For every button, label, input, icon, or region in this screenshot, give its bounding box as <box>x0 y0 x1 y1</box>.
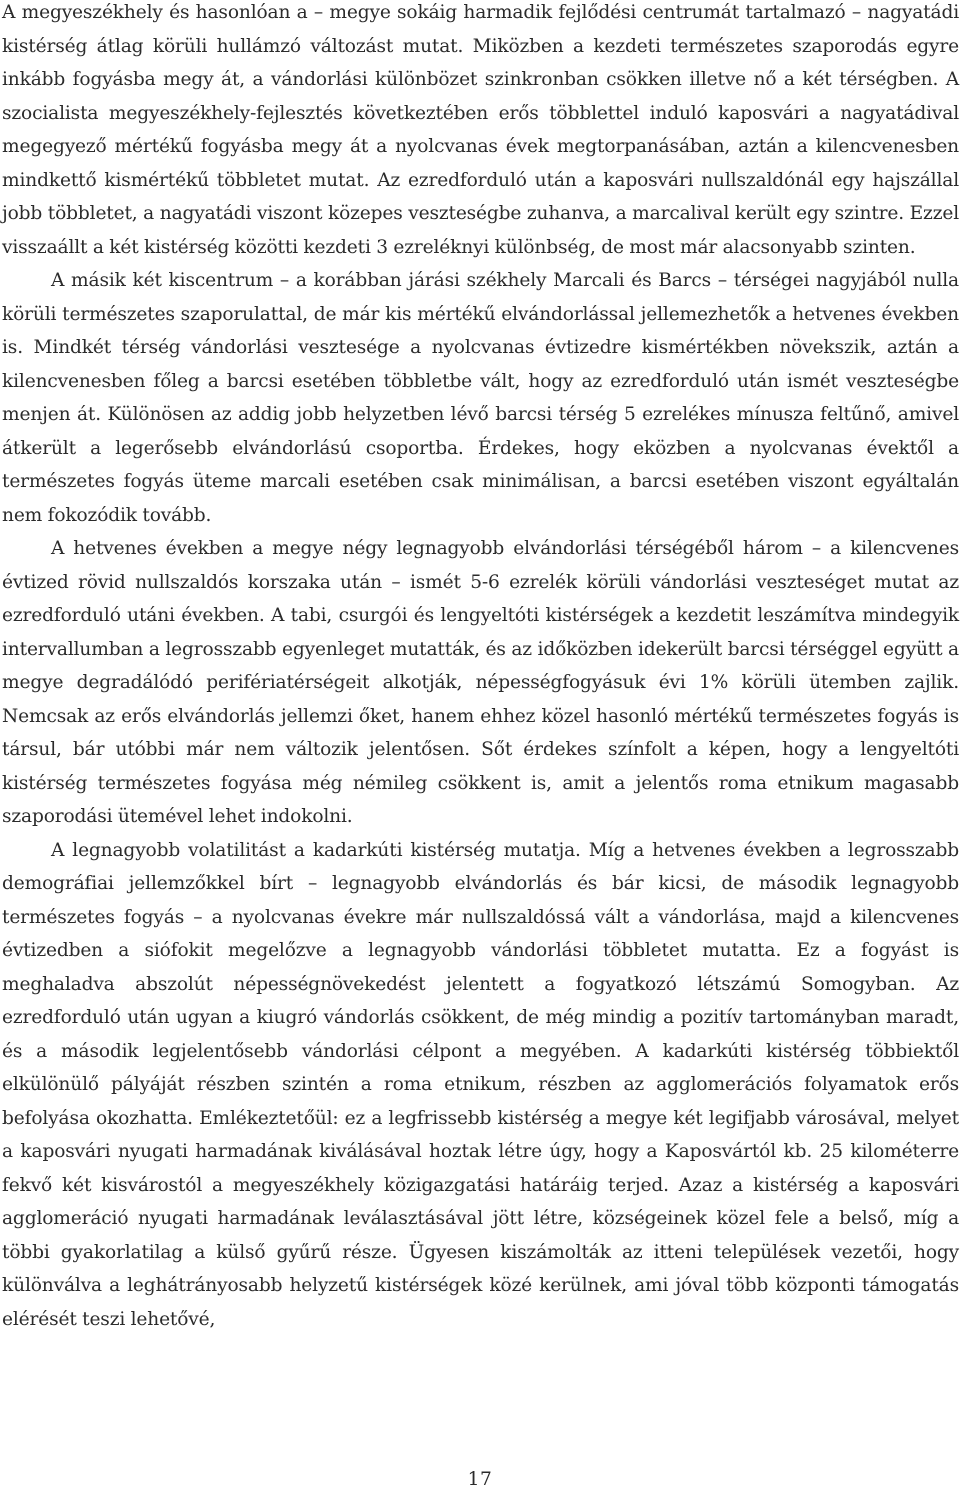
paragraph-4: A legnagyobb volatilitást a kadarkúti kistérség mutatja. Míg a hetvenes években a legrosszabb demográfiai jellemzőkkel bírt – legnagyobb elvándorlás és bár kicsi, de második legnagyobb természetes fogyás – a nyolcvanas évekre már nullszaldóssá vált a vándorlása, majd a kilencvenes évtizedben a siófokit megelőzve a legnagyobb vándorlási többletet mutatta. Ez a fogyást is meghaladva abszolút népességnövekedést jelentett a fogyatkozó létszámú Somogyban. Az ezredforduló után ugyan a kiugró vándorlás csökkent, de még mindig a pozitív tartományban maradt, és a második legjelentősebb vándorlási célpont a megyében. A kadarkúti kistérség többiektől elkülönülő pályáját részben szintén a roma etnikum, részben az agglomerációs folyamatok erős befolyása okozhatta. Emlékeztetőül: ez a legfrissebb kistérség a megye két legifjabb városával, melyet a kaposvári nyugati harmadának kiválásával hoztak létre úgy, hogy a Kaposvártól kb. 25 kilométerre fekvő két kisvárostól a megyeszékhely közigazgatási határáig terjed. Azaz a kistérség a kaposvári agglomeráció nyugati harmadának leválasztásával jött létre, községeinek közel fele a belső, míg a többi gyakorlatilag a külső gyűrű része. Ügyesen kiszámolták az itteni települések vezetői, hogy különválva a leghátrányosabb helyzetű kistérségek közé kerülnek, ami jóval több központi támogatás elérését teszi lehetővé, <box>2 839 959 1330</box>
body-text <box>2 0 959 1336</box>
page-number: 17 <box>467 1469 493 1490</box>
paragraph-2: A másik két kiscentrum – a korábban járási székhely Marcali és Barcs – térségei nagyjából nulla körüli természetes szaporulattal, de már kis mértékű elvándorlással jellemezhetők a hetvenes években is. Mindkét térség vándorlási vesztesége a nyolcvanas évtizedre kismértékben növekszik, aztán a kilencvenesben főleg a barcsi esetében többletbe vált, hogy az ezredforduló után ismét veszteségbe menjen át. Különösen az addig jobb helyzetben lévő barcsi térség 5 ezrelékes mínusza feltűnő, amivel átkerült a legerősebb elvándorlású csoportba. Érdekes, hogy eközben a nyolcvanas évektől a természetes fogyás üteme marcali esetében csak minimálisan, a barcsi esetében viszont egyáltalán nem fokozódik tovább. <box>2 270 959 526</box>
paragraph-1: A megyeszékhely és hasonlóan a – megye sokáig harmadik fejlődési centrumát tartalmazó – nagyatádi kistérség átlag körüli hullámzó változást mutat. Miközben a kezdeti természetes szaporodás egyre inkább fogyásba megy át, a vándorlási különbözet szinkronban csökken illetve nő a két térségben. A szocialista megyeszékhely-fejlesztés következtében erős többlettel induló kaposvári a nagyatádival megegyező mértékű fogyásba megy át a nyolcvanas évek megtorpanásában, aztán a kilencvenesben mindkettő kismértékű többletet mutat. Az ezredforduló után a kaposvári nullszaldónál egy hajszállal jobb többletet, a nagyatádi viszont közepes veszteségbe zuhanva, a marcalival került egy szintre. Ezzel visszaállt a két kistérség közötti kezdeti 3 ezreléknyi különbség, de most már alacsonyabb szinten. <box>2 2 959 258</box>
paragraph-3: A hetvenes években a megye négy legnagyobb elvándorlási térségéből három – a kilencvenes évtized rövid nullszaldós korszaka után – ismét 5-6 ezrelék körüli vándorlási veszteséget mutat az ezredforduló utáni években. A tabi, csurgói és lengyeltóti kistérségek a kezdetit leszámítva mindegyik intervallumban a legrosszabb egyenleget mutatták, és az időközben idekerült barcsi térséggel együtt a megye degradálódó perifériatérségeit alkotják, népességfogyásuk évi 1% körüli ütemben zajlik. Nemcsak az erős elvándorlás jellemzi őket, hanem ehhez közel hasonló mértékű természetes fogyás is társul, bár utóbbi már nem változik jelentősen. Sőt érdekes színfolt a képen, hogy a lengyeltóti kistérség természetes fogyása még némileg csökkent is, amit a jelentős roma etnikum magasabb szaporodási ütemével lehet indokolni. <box>2 538 959 827</box>
